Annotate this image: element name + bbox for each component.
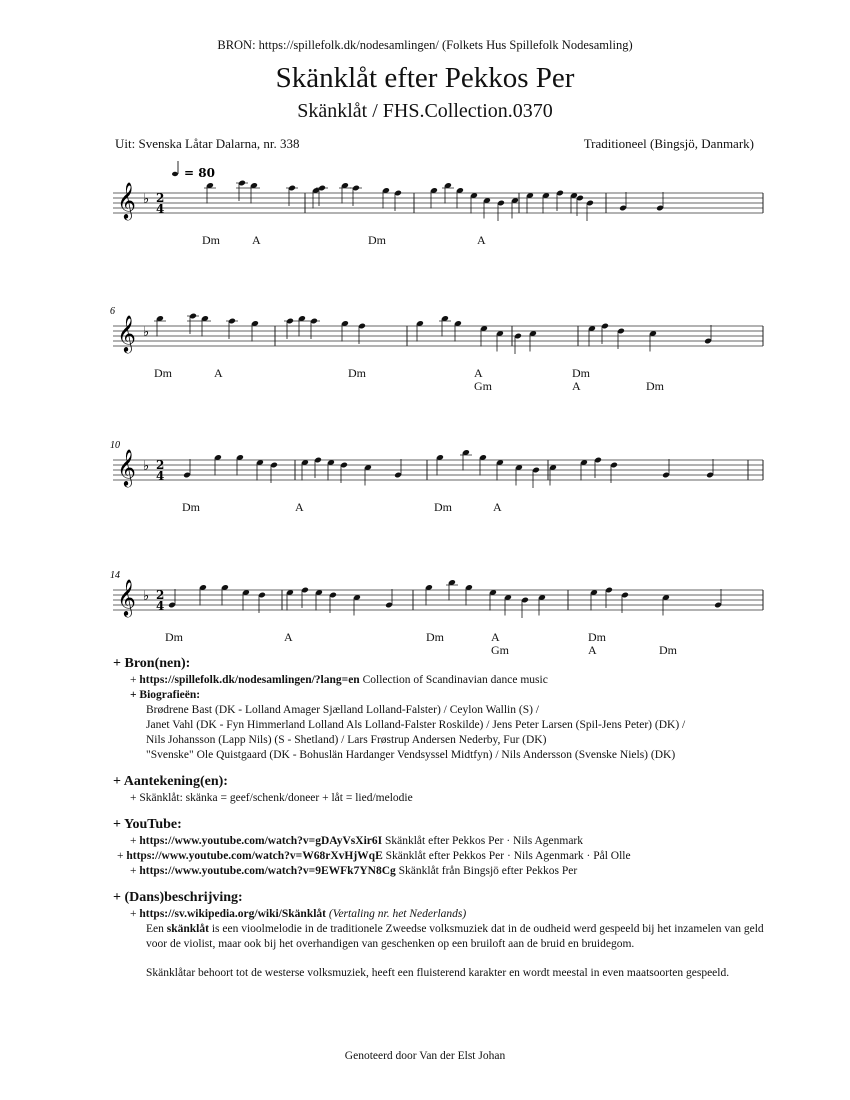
bio-line: Janet Vahl (DK - Fyn Himmerland Lolland Als Lolland-Falster Roskilde) / Jens Peter Larsen (Spil-Jens Peter) (DK) / [146,719,686,731]
svg-text:2: 2 [156,458,165,472]
annotation-item: + Skänklåt: skänka = geef/schenk/doneer + låt = lied/melodie [130,792,413,804]
treble-clef-icon: 𝄞 [117,181,136,219]
chord-symbol: A [588,643,597,657]
plus-marker: + [130,835,140,848]
flat-icon: ♭ [143,589,150,604]
svg-text:14: 14 [110,570,120,581]
bio-heading: + Biografieën: [130,689,201,702]
sources-link[interactable]: https://spillefolk.dk/nodesamlingen/?lang=en [139,674,360,687]
notes-sections [113,655,773,991]
svg-text:4: 4 [156,469,165,483]
chord-symbol: Gm [491,643,509,657]
para-text: is een vioolmelodie in de traditionele Zweedse volksmuziek dat in de oudheid werd gespeeld bij het inzamelen van geld voor de violist, maar ook bij het overhandigen van geschenken op een bruiloft aan de bruid en bruidegom. [146,923,764,950]
description-section [113,889,773,981]
treble-clef-icon: 𝄞 [117,578,136,616]
youtube-item [117,849,773,864]
chord-symbol: A [284,630,293,644]
para-text: Een [146,923,167,936]
chord-symbol: Dm [659,643,677,657]
youtube-heading: + YouTube: [113,816,182,832]
svg-text:10: 10 [110,440,120,451]
chord-symbol: Dm [572,366,590,380]
youtube-section [113,816,773,879]
para-bold-term: skänklåt [166,923,209,936]
chord-symbol: Dm [154,366,172,380]
flat-icon: ♭ [143,192,150,207]
sources-link-desc: Collection of Scandinavian dance music [359,674,548,687]
composer-label: Traditioneel (Bingsjö, Danmark) [583,136,754,151]
svg-text:2: 2 [156,191,165,205]
chord-symbol: Dm [434,500,452,514]
transcriber-footer: Genoteerd door Van der Elst Johan [344,1050,506,1062]
staff-system [0,420,850,540]
staff-system [0,550,850,670]
flat-icon: ♭ [143,459,150,474]
chord-symbol: Gm [474,379,492,393]
chord-symbol: A [214,366,223,380]
youtube-link[interactable]: https://www.youtube.com/watch?v=W68rXvHjWqE [126,850,383,863]
wikipedia-link[interactable]: https://sv.wikipedia.org/wiki/Skänklåt [139,908,326,921]
chord-symbol: Dm [182,500,200,514]
plus-marker: + [130,865,140,877]
sources-heading: + Bron(nen): [113,656,191,671]
plus-marker: + [117,850,127,863]
chord-symbol: A [474,366,483,380]
chord-symbol: Dm [202,233,220,247]
sources-section [113,655,773,763]
description-heading: + (Dans)beschrijving: [113,889,243,905]
translation-note: (Vertaling nr. het Nederlands) [326,908,467,921]
flat-icon: ♭ [143,325,150,340]
youtube-link[interactable]: https://www.youtube.com/watch?v=9EWFk7YN8Cg [139,865,396,877]
description-link-line [130,907,773,922]
chord-symbol: A [295,500,304,514]
staff-system [0,153,850,273]
svg-text:4: 4 [156,599,165,613]
treble-clef-icon: 𝄞 [117,314,136,352]
chord-symbol: A [477,233,486,247]
chord-symbol: Dm [646,379,664,393]
chord-symbol: A [491,630,500,644]
youtube-link[interactable]: https://www.youtube.com/watch?v=gDAyVsXir6I [139,835,383,848]
description-paragraph-2: Skänklåtar behoort tot de westerse volksmuziek, heeft een fluisterend karakter en wordt meestal in even maatsoorten gespeeld. [146,966,730,979]
page-title: Skänklåt efter Pekkos Per [275,62,575,94]
page-subtitle: Skänklåt / FHS.Collection.0370 [297,100,553,122]
treble-clef-icon: 𝄞 [117,448,136,486]
svg-text:= 80: = 80 [184,166,215,180]
bio-line: Brødrene Bast (DK - Lolland Amager Sjælland Lolland-Falster) / Ceylon Wallin (S) / [146,704,539,717]
source-line: BRON: https://spillefolk.dk/nodesamlingen/ (Folkets Hus Spillefolk Nodesamling) [217,38,633,52]
chord-symbol: Dm [368,233,386,247]
chord-symbol: Dm [165,630,183,644]
chord-symbol: A [252,233,261,247]
description-paragraph-1 [146,922,773,952]
staff-system [0,286,850,406]
youtube-desc: Skänklåt efter Pekkos Per · Nils Agenmark · Pål Olle [382,850,631,863]
plus-marker: + [130,908,140,921]
chord-symbol: A [493,500,502,514]
chord-symbol: Dm [348,366,366,380]
annotations-heading: + Aantekening(en): [113,773,228,789]
bio-line: "Svenske" Ole Quistgaard (DK - Bohuslän Hardanger Vendsyssel Midtfyn) / Nils Andersson (Svenske Niels) (DK) [146,748,676,761]
chord-symbol: A [572,379,581,393]
youtube-desc: Skänklåt från Bingsjö efter Pekkos Per [395,865,578,877]
chord-symbol: Dm [588,630,606,644]
youtube-item [130,864,773,879]
svg-text:6: 6 [110,306,115,317]
chord-symbol: Dm [426,630,444,644]
youtube-desc: Skänklåt efter Pekkos Per · Nils Agenmark [382,835,583,848]
origin-label: Uit: Svenska Låtar Dalarna, nr. 338 [115,136,300,151]
youtube-item [130,834,773,849]
sources-link-line [130,673,773,688]
plus-marker: + [130,674,140,687]
svg-text:4: 4 [156,202,165,216]
annotations-section [113,773,773,806]
svg-text:2: 2 [156,588,165,602]
bio-line: Nils Johansson (Lapp Nils) (S - Shetland) / Lars Frøstrup Andersen Nederby, Fur (DK) [146,733,547,746]
